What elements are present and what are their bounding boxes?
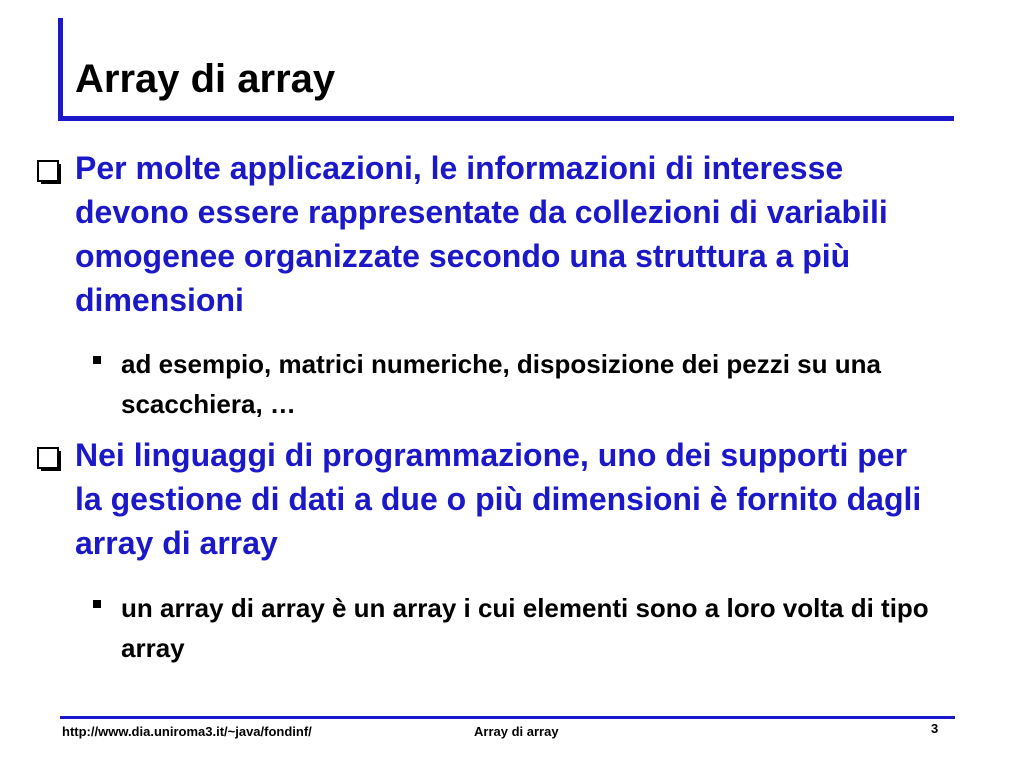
- footer-url[interactable]: http://www.dia.uniroma3.it/~java/fondinf/: [62, 724, 312, 739]
- sub-bullet-item: [93, 588, 993, 668]
- sub-bullet-text: un array di array è un array i cui elementi sono a loro volta di tipo array: [121, 593, 929, 663]
- page-number: 3: [931, 721, 939, 736]
- bullet-item: [36, 146, 936, 322]
- footer-title: Array di array: [474, 724, 559, 739]
- sub-bullet-text: ad esempio, matrici numeriche, disposizione dei pezzi su una scacchiera, …: [121, 349, 881, 419]
- bullet-item: [36, 433, 936, 565]
- title-accent-vertical-line: [58, 18, 63, 120]
- footer-divider: [60, 716, 955, 719]
- bullet-text: Nei linguaggi di programmazione, uno dei supporti per la gestione di dati a due o più dimensioni è fornito dagli array di array: [75, 437, 922, 561]
- square-bullet-icon: [93, 356, 101, 364]
- checkbox-bullet-icon: [36, 443, 66, 473]
- slide-title: Array di array: [75, 57, 336, 101]
- checkbox-bullet-icon: [36, 156, 66, 186]
- square-bullet-icon: [93, 600, 101, 608]
- sub-bullet-item: [93, 344, 993, 424]
- title-underline: [58, 116, 954, 121]
- bullet-text: Per molte applicazioni, le informazioni di interesse devono essere rappresentate da collezioni di variabili omogenee organizzate secondo una struttura a più dimensioni: [75, 150, 888, 318]
